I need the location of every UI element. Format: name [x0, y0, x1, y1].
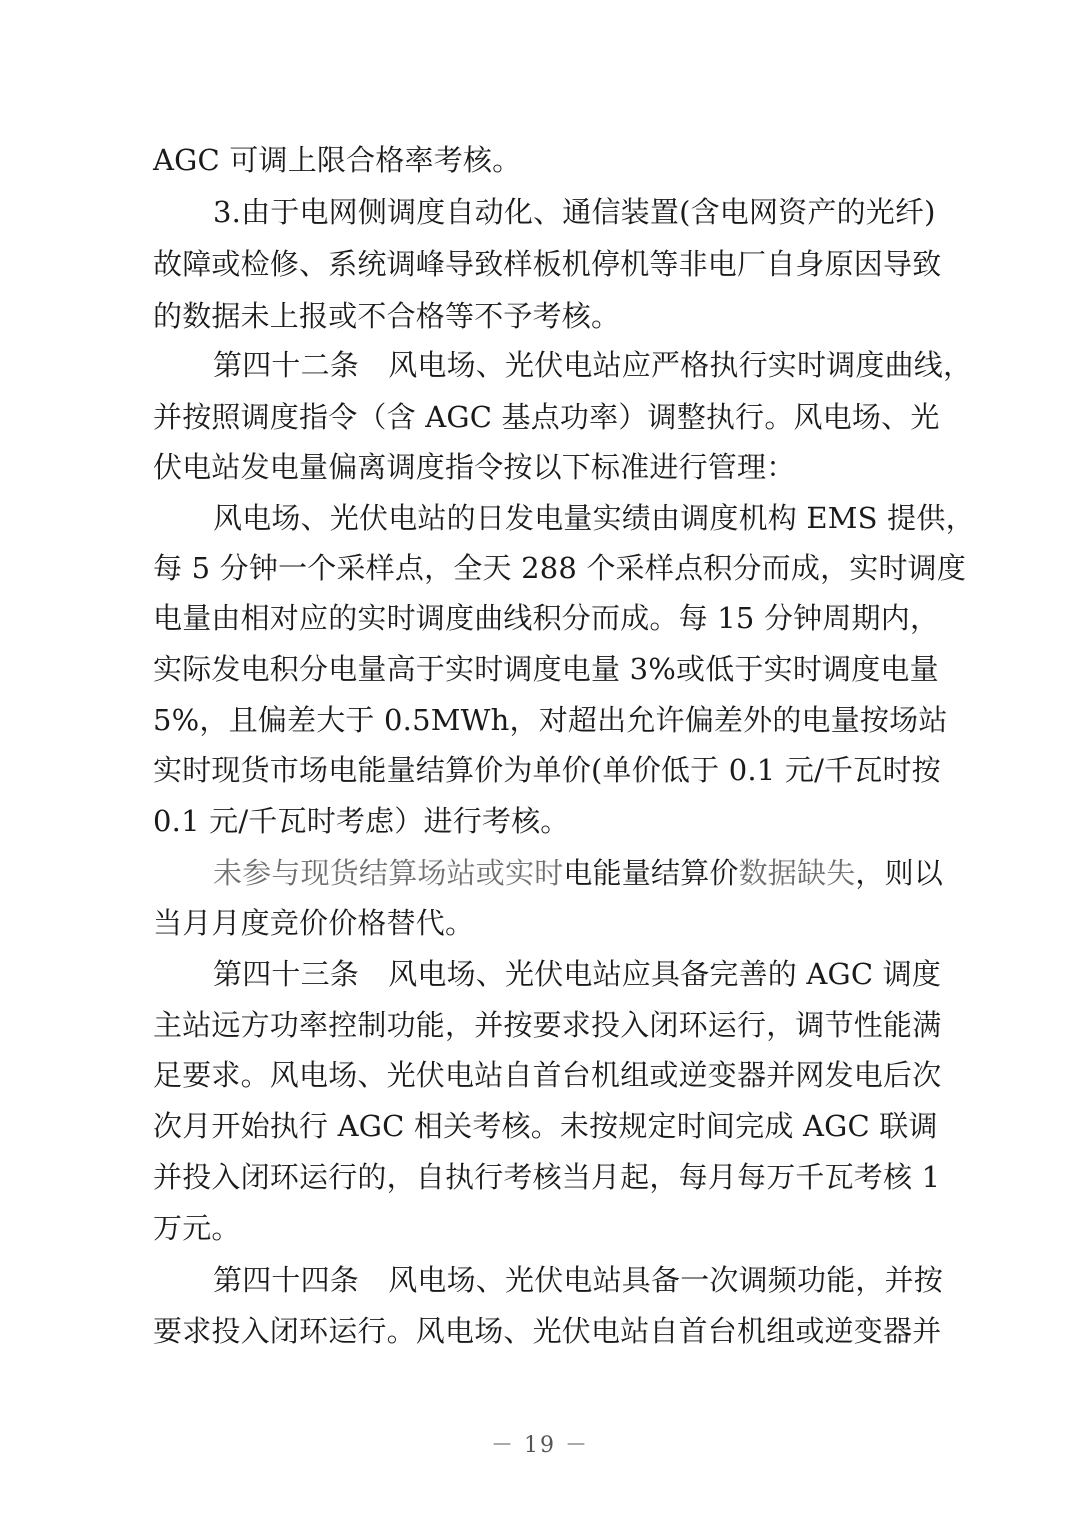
text-segment: 电能量结算价 [563, 856, 739, 890]
text-line: 风电场、光伏电站的日发电量实绩由调度机构 EMS 提供， [213, 501, 975, 535]
text-line: 故障或检修、系统调峰导致样板机停机等非电厂自身原因导致 [153, 247, 942, 281]
text-line: 3.由于电网侧调度自动化、通信装置(含电网资产的光纤) [213, 195, 936, 229]
text-segment: ，则以 [855, 856, 944, 890]
gray-text-segment: 未参与现货结算场站或实时 [213, 856, 564, 890]
text-line: 5%，且偏差大于 0.5MWh，对超出允许偏差外的电量按场站 [153, 703, 948, 737]
page-number: － 19 － [491, 1433, 589, 1458]
text-line: 当月月度竞价价格替代。 [153, 906, 475, 940]
text-line: 实时现货市场电能量结算价为单价(单价低于 0.1 元/千瓦时按 [153, 753, 941, 787]
text-line: 0.1 元/千瓦时考虑）进行考核。 [153, 804, 570, 838]
text-line: 伏电站发电量偏离调度指令按以下标准进行管理： [153, 450, 796, 484]
text-line: 并投入闭环运行的，自执行考核当月起，每月每万千瓦考核 1 [153, 1160, 941, 1194]
text-line: 次月开始执行 AGC 相关考核。未按规定时间完成 AGC 联调 [153, 1109, 938, 1143]
text-line: 要求投入闭环运行。风电场、光伏电站自首台机组或逆变器并 [153, 1314, 942, 1348]
text-line: 电量由相对应的实时调度曲线积分而成。每 15 分钟周期内， [153, 601, 940, 635]
text-line: 实际发电积分电量高于实时调度电量 3%或低于实时调度电量 [153, 652, 939, 686]
text-line: 并按照调度指令（含 AGC 基点功率）调整执行。风电场、光 [153, 400, 940, 434]
article-42-heading-line: 第四十二条 风电场、光伏电站应严格执行实时调度曲线， [213, 348, 973, 382]
article-43-heading-line: 第四十三条 风电场、光伏电站应具备完善的 AGC 调度 [213, 957, 942, 991]
gray-text-segment: 数据缺失 [738, 856, 856, 890]
text-line: 主站远方功率控制功能，并按要求投入闭环运行，调节性能满 [153, 1008, 942, 1042]
article-44-heading-line: 第四十四条 风电场、光伏电站具备一次调频功能，并按 [213, 1263, 944, 1297]
mixed-text-line [213, 848, 943, 898]
text-line: AGC 可调上限合格率考核。 [153, 143, 522, 177]
text-line: 万元。 [153, 1211, 241, 1245]
text-line: 的数据未上报或不合格等不予考核。 [153, 299, 621, 333]
text-line: 足要求。风电场、光伏电站自首台机组或逆变器并网发电后次 [153, 1058, 942, 1092]
text-line: 每 5 分钟一个采样点，全天 288 个采样点积分而成，实时调度 [153, 551, 967, 585]
